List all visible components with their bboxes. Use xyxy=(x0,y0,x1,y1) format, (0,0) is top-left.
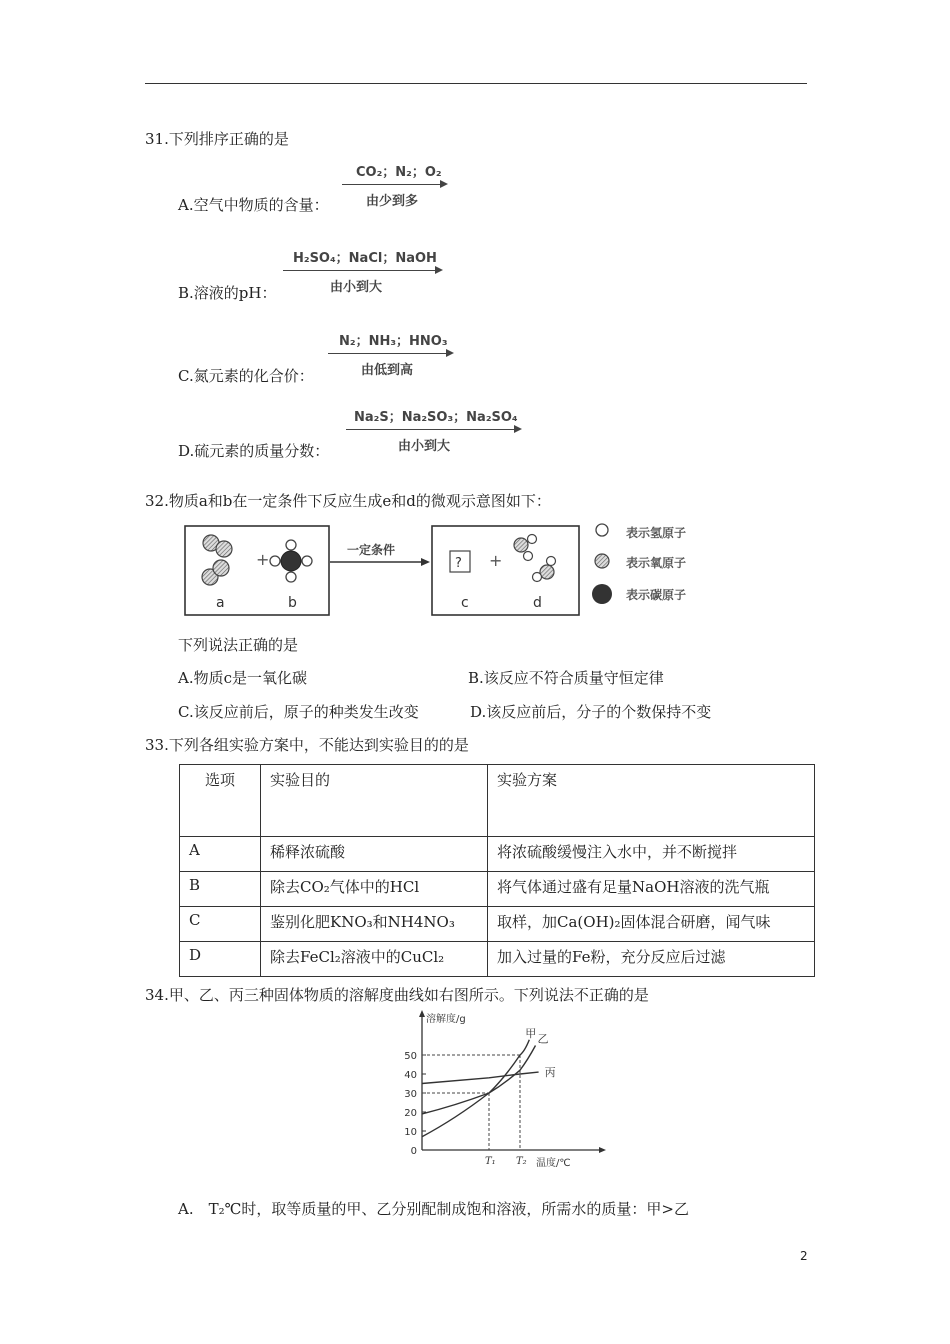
q32-option-d: D.该反应前后，分子的个数保持不变 xyxy=(470,703,712,721)
table-header-row xyxy=(180,765,815,837)
molecule-d-1 xyxy=(514,535,537,561)
row-a-purpose: 稀释浓硫酸 xyxy=(261,837,488,872)
y-tick-label: 40 xyxy=(404,1070,417,1081)
table-row xyxy=(180,872,815,907)
q32-option-c: C.该反应前后，原子的种类发生改变 xyxy=(178,703,419,721)
q32-option-b: B.该反应不符合质量守恒定律 xyxy=(468,669,664,687)
unknown-mark: ? xyxy=(455,556,462,571)
legend-hydrogen: 表示氢原子 xyxy=(626,526,687,540)
q31-c-arrow xyxy=(328,353,452,354)
y-axis-label: 溶解度/g xyxy=(426,1014,466,1025)
q34-stem: 34.甲、乙、丙三种固体物质的溶解度曲线如右图所示。下列说法不正确的是 xyxy=(145,986,649,1004)
solubility-chart xyxy=(390,1008,620,1180)
y-tick-label: 20 xyxy=(404,1108,417,1119)
q31-stem: 31.下列排序正确的是 xyxy=(145,130,289,148)
y-axis-arrow xyxy=(419,1010,425,1017)
row-c-purpose: 鉴别化肥KNO₃和NH4NO₃ xyxy=(261,907,488,942)
q31-option-b: B.溶液的pH： xyxy=(178,284,277,302)
y-tick-label: 10 xyxy=(404,1127,417,1138)
header-purpose: 实验目的 xyxy=(261,765,488,837)
header-option: 选项 xyxy=(180,765,261,837)
series-丙 xyxy=(422,1072,539,1083)
label-c: c xyxy=(461,595,469,611)
q34-option-a: A. T₂℃时，取等质量的甲、乙分别配制成饱和溶液，所需水的质量：甲>乙 xyxy=(178,1200,689,1218)
x-tick-label: T₁ xyxy=(485,1156,496,1167)
molecule-a-2 xyxy=(202,560,229,585)
table-row xyxy=(180,907,815,942)
series-label-甲: 甲 xyxy=(525,1026,537,1040)
x-axis-label: 温度/℃ xyxy=(536,1158,571,1169)
q31-option-d: D.硫元素的质量分数： xyxy=(178,442,330,460)
row-b-option: B xyxy=(180,872,261,907)
y-tick-label: 0 xyxy=(410,1146,417,1157)
header-rule xyxy=(145,83,807,84)
q33-stem: 33.下列各组实验方案中，不能达到实验目的的是 xyxy=(145,736,469,754)
row-c-plan: 取样，加Ca(OH)₂固体混合研磨，闻气味 xyxy=(488,907,815,942)
q31-a-order: 由少到多 xyxy=(366,194,419,209)
q31-option-c: C.氮元素的化合价： xyxy=(178,367,314,385)
row-c-option: C xyxy=(180,907,261,942)
legend-carbon: 表示碳原子 xyxy=(626,588,687,602)
series-乙 xyxy=(422,1046,536,1114)
legend-carbon-icon xyxy=(592,584,612,604)
row-a-option: A xyxy=(180,837,261,872)
molecule-d-2 xyxy=(533,557,556,582)
molecule-b xyxy=(270,540,312,582)
q31-d-arrow xyxy=(346,429,520,430)
series-甲 xyxy=(422,1040,529,1137)
row-d-option: D xyxy=(180,942,261,977)
series-label-乙: 乙 xyxy=(537,1032,549,1046)
q31-d-sequence: Na₂S；Na₂SO₃；Na₂SO₄ xyxy=(354,410,518,425)
q31-b-order: 由小到大 xyxy=(330,280,383,295)
q31-d-order: 由小到大 xyxy=(398,439,451,454)
legend-hydrogen-icon xyxy=(596,524,608,536)
q31-c-sequence: N₂；NH₃；HNO₃ xyxy=(339,334,448,349)
label-a: a xyxy=(216,595,225,611)
label-b: b xyxy=(288,595,297,611)
row-d-purpose: 除去FeCl₂溶液中的CuCl₂ xyxy=(261,942,488,977)
row-b-purpose: 除去CO₂气体中的HCl xyxy=(261,872,488,907)
row-d-plan: 加入过量的Fe粉，充分反应后过滤 xyxy=(488,942,815,977)
header-plan: 实验方案 xyxy=(488,765,815,837)
row-a-plan: 将浓硫酸缓慢注入水中，并不断搅拌 xyxy=(488,837,815,872)
q31-a-sequence: CO₂；N₂；O₂ xyxy=(356,165,442,180)
table-row xyxy=(180,837,815,872)
plus-sign-2: + xyxy=(489,551,503,570)
q32-stem: 32.物质a和b在一定条件下反应生成e和d的微观示意图如下： xyxy=(145,492,551,510)
molecule-a-1 xyxy=(203,535,232,557)
table-row xyxy=(180,942,815,977)
q33-table xyxy=(179,764,815,977)
q31-b-arrow xyxy=(283,270,441,271)
y-tick-label: 30 xyxy=(404,1089,417,1100)
label-d: d xyxy=(533,595,542,611)
legend-oxygen-icon xyxy=(595,554,609,568)
reaction-condition: 一定条件 xyxy=(347,543,396,557)
q31-c-order: 由低到高 xyxy=(361,363,414,378)
q31-a-arrow xyxy=(342,184,446,185)
y-tick-label: 50 xyxy=(404,1051,417,1062)
q32-prompt: 下列说法正确的是 xyxy=(178,636,299,654)
legend-oxygen: 表示氧原子 xyxy=(626,556,687,570)
plus-sign-1: + xyxy=(256,550,270,569)
q31-b-sequence: H₂SO₄；NaCl；NaOH xyxy=(293,251,437,266)
q32-option-a: A.物质c是一氧化碳 xyxy=(178,669,308,687)
x-tick-label: T₂ xyxy=(516,1156,527,1167)
page-number: 2 xyxy=(800,1249,808,1263)
series-label-丙: 丙 xyxy=(544,1066,556,1080)
row-b-plan: 将气体通过盛有足量NaOH溶液的洗气瓶 xyxy=(488,872,815,907)
x-axis-arrow xyxy=(599,1147,606,1153)
q31-option-a: A.空气中物质的含量： xyxy=(178,196,329,214)
